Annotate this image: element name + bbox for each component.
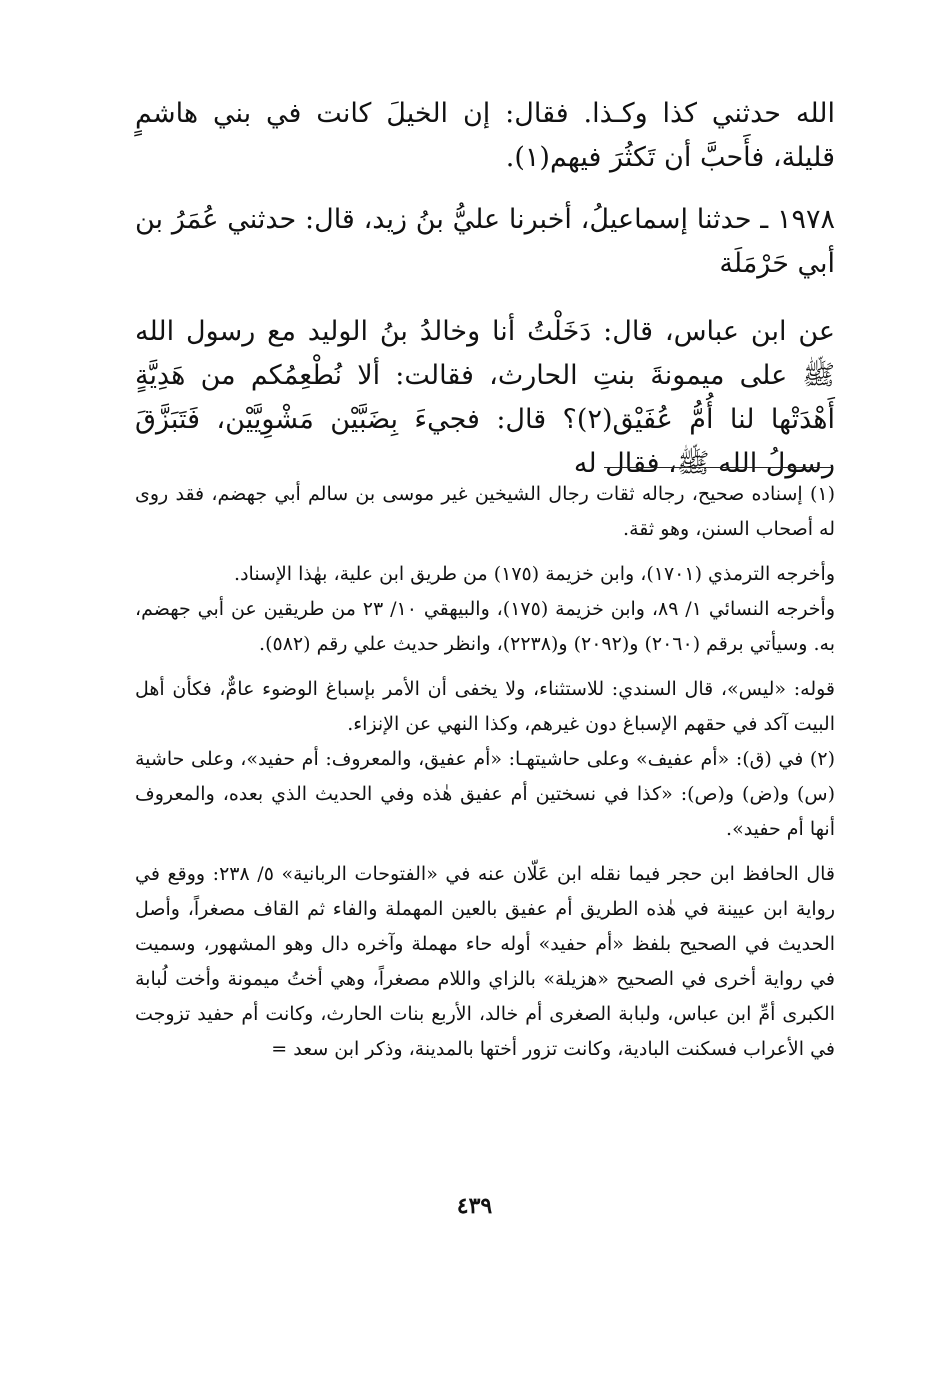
page-number: ٤٣٩ <box>456 1193 493 1219</box>
footnote-2-comment: قال الحافظ ابن حجر فيما نقله ابن عَلّان عنه في «الفتوحات الربانية» ٥/ ٢٣٨: ووقع في رواية ابن عيينة في هٰذه الطريق أم عفيق بالعين المهملة والفاء ثم القاف مصغراً، وأصل الحديث في الصحيح بلفظ «أم حفيد» أوله حاء مهملة وآخره دال وهو المشهور، وسميت في رواية أخرى في الصحيح «هزيلة» بالزاي واللام مصغراً، وهي أختُ ميمونة وأخت لُبابة الكبرى أمِّ ابن عباس، ولبابة الصغرى أم خالد، الأربع بنات الحارث، وكانت أم حفيد تزوجت في الأعراب فسكنت البادية، وكانت تزور أختها بالمدينة، وذكر ابن سعد = <box>135 863 835 1060</box>
footnotes-section <box>135 477 835 1067</box>
hadith-matn-1978: عن ابن عباس، قال: دَخَلْتُ أنا وخالدُ بنُ الوليد مع رسول الله ﷺ على ميمونةَ بنتِ الحارث، فقالت: ألا نُطْعِمُكم من هَدِيَّةٍ أَهْدَتْها لنا أُمُّ عُفَيْق(٢)؟ قال: فجيءَ بِضَبَّيْن مَشْوِيَّيْن، فَتَبَزَّقَ رسولُ الله ﷺ، فقال له <box>135 316 835 479</box>
main-text-block <box>135 198 835 286</box>
footnote-1-takhrij-2: وأخرجه النسائي ١/ ٨٩، وابن خزيمة (١٧٥)، والبيهقي ١٠/ ٢٣ من طريقين عن أبي جهضم، به. وسيأتي برقم (٢٠٦٠) و(٢٠٩٢) و(٢٢٣٨)، وانظر حديث علي رقم (٥٨٢). <box>135 598 836 655</box>
footnote-2: (٢) في (ق): «أم عفيف» وعلى حاشيتهـا: «أم عفيق، والمعروف: أم حفيد»، وعلى حاشية (س) و(ض) و(ص): «كذا في نسختين أم عفيق هٰذه وفي الحديث الذي بعده، والمعروف أنها أم حفيد». <box>135 748 835 840</box>
main-paragraph-1: الله حدثني كذا وكـذا. فقال: إن الخيلَ كانت في بني هاشمٍ قليلة، فأَحبَّ أن تَكثُرَ فيهم(١). <box>135 98 835 173</box>
hadith-isnad-1978: ١٩٧٨ ـ حدثنا إسماعيلُ، أخبرنا عليُّ بنُ زيد، قال: حدثني عُمَرُ بن أبي حَرْمَلَة <box>135 204 835 279</box>
main-text-block <box>135 310 835 486</box>
footnote-1: (١) إسناده صحيح، رجاله ثقات رجال الشيخين غير موسى بن سالم أبي جهضم، فقد روى له أصحاب السنن، وهو ثقة. <box>135 483 835 540</box>
footnote-1-comment: قوله: «ليس»، قال السندي: للاستثناء، ولا يخفى أن الأمر بإسباغ الوضوء عامٌّ، فكأن أهل البيت آكد في حقهم الإسباغ دون غيرهم، وكذا النهي عن الإنزاء. <box>135 678 836 735</box>
footnote-1-takhrij-1: وأخرجه الترمذي (١٧٠١)، وابن خزيمة (١٧٥) من طريق ابن علية، بهٰذا الإسناد. <box>234 563 835 585</box>
footnote-divider <box>604 467 833 468</box>
main-text-block <box>135 92 835 180</box>
